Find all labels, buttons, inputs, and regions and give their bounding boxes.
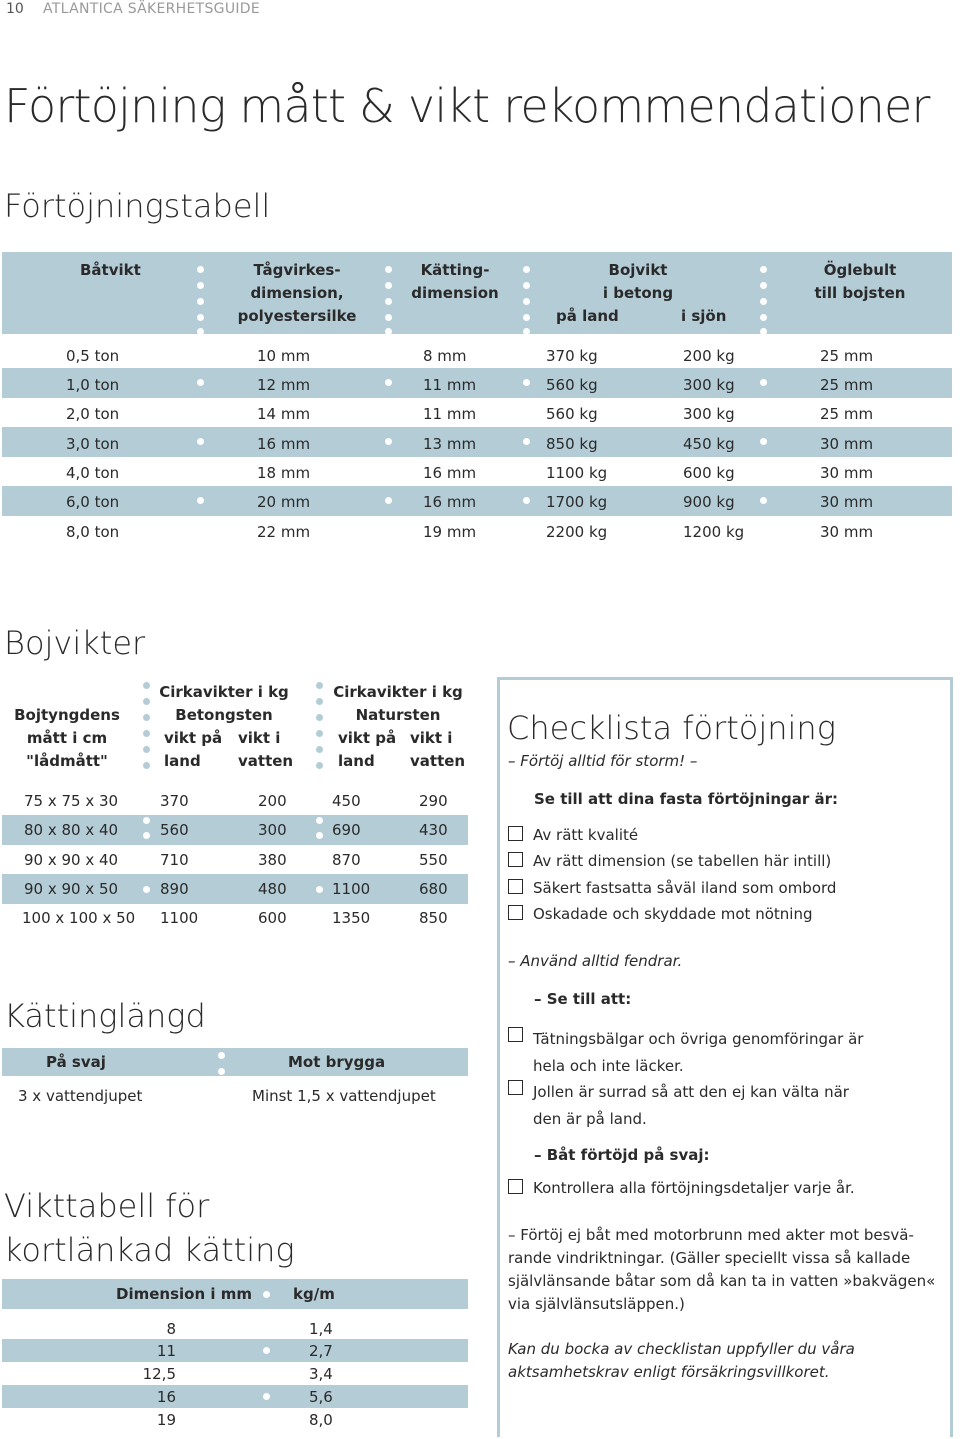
separator-dot [316,762,323,769]
table-cell: 890 [160,880,189,898]
checklist-item-label: Av rätt kvalité [533,826,639,844]
separator-dot [197,328,204,335]
separator-dot [218,1068,225,1075]
table-cell: 11 mm [423,376,477,394]
col-header-betongsten: Cirkavikter i kg Betongsten [159,683,289,724]
table-cell: 450 [332,792,361,810]
checklist-item-label: Säkert fastsatta såväl iland som ombord [533,879,837,897]
checklist-item-label: Tätningsbälgar och övriga genomföringar är hela och inte läcker. [533,1030,864,1075]
table-cell: 2,7 [309,1342,333,1360]
separator-dot [143,886,150,893]
separator-dot [523,379,530,386]
separator-dot [523,314,530,321]
table-cell: 13 mm [423,435,477,453]
table-cell: 30 mm [820,523,874,541]
separator-dot [385,497,392,504]
separator-dot [385,266,392,273]
col-header-natur-land: vikt på land [338,729,397,770]
table-cell: 16 mm [257,435,311,453]
table-cell: 430 [419,821,448,839]
separator-dot [143,682,150,689]
table-cell: 900 kg [683,493,735,511]
table-cell: 690 [332,821,361,839]
col-header-pa-land: på land [556,307,619,325]
table-cell: 22 mm [257,523,311,541]
table-cell: 90 x 90 x 50 [24,880,119,898]
separator-dot [143,730,150,737]
separator-dot [760,266,767,273]
row-band [2,1385,468,1408]
table-cell: 290 [419,792,448,810]
col-header-batvikt: Båtvikt [80,261,141,279]
checkbox[interactable] [508,1179,523,1194]
checklista-subtitle: – Förtöj alltid för storm! – [508,752,698,770]
table-cell: 1350 [332,909,371,927]
page-number: 10 [6,1,24,17]
checklista-title: Checklista förtöjning [507,709,836,747]
separator-dot [760,438,767,445]
separator-dot [385,438,392,445]
separator-dot [143,714,150,721]
separator-dot [316,746,323,753]
table-cell: 680 [419,880,448,898]
table-cell: 300 kg [683,376,735,394]
table-cell: 18 mm [257,464,311,482]
row-band [2,368,952,398]
kattinglangd-heading: Kättinglängd [4,997,206,1035]
separator-dot [760,298,767,305]
table-cell: 8,0 [309,1411,333,1429]
running-header: ATLANTICA SÄKERHETSGUIDE [43,1,261,17]
table-cell: 10 mm [257,347,311,365]
table-cell: 2200 kg [546,523,608,541]
page-title: Förtöjning mått & vikt rekommendationer [4,79,930,133]
separator-dot [523,497,530,504]
table-cell: 19 [156,1411,176,1429]
table-cell: 560 [160,821,189,839]
separator-dot [316,730,323,737]
separator-dot [143,817,150,824]
separator-dot [197,298,204,305]
table-cell: 200 kg [683,347,735,365]
checklista-heading-se-till: – Se till att: [534,990,632,1008]
separator-dot [143,832,150,839]
table-cell: 14 mm [257,405,311,423]
table-cell: 200 [258,792,287,810]
table-cell: 600 [258,909,287,927]
table-cell: 80 x 80 x 40 [24,821,119,839]
col-header-pa-svaj: På svaj [46,1053,106,1071]
separator-dot [523,328,530,335]
separator-dot [263,1347,270,1354]
table-cell: 19 mm [423,523,477,541]
table-cell: 1,4 [309,1320,333,1338]
row-band [2,486,952,516]
col-header-kg-m: kg/m [293,1285,335,1303]
fortojningstabell-heading: Förtöjningstabell [4,187,271,225]
table-cell: 30 mm [820,493,874,511]
table-cell: 20 mm [257,493,311,511]
row-band [2,427,952,457]
checklista-heading-svaj: – Båt förtöjd på svaj: [534,1146,710,1164]
table-cell: 25 mm [820,405,874,423]
separator-dot [316,832,323,839]
table-cell: 12 mm [257,376,311,394]
separator-dot [760,497,767,504]
separator-dot [316,886,323,893]
separator-dot [385,282,392,289]
separator-dot [523,266,530,273]
mot-brygga-value: Minst 1,5 x vattendjupet [252,1087,436,1105]
table-cell: 560 kg [546,405,598,423]
pa-svaj-value: 3 x vattendjupet [18,1087,143,1105]
col-header-i-sjon: i sjön [681,307,727,325]
bojvikter-heading: Bojvikter [4,624,146,662]
separator-dot [316,714,323,721]
separator-dot [760,282,767,289]
col-header-natursten: Cirkavikter i kg Natursten [333,683,463,724]
table-cell: 710 [160,851,189,869]
col-header-tagvirke: Tågvirkes- dimension, polyestersilke [237,261,357,325]
table-cell: 480 [258,880,287,898]
table-cell: 30 mm [820,435,874,453]
table-cell: 8 mm [423,347,467,365]
table-cell: 870 [332,851,361,869]
table-cell: 12,5 [142,1365,176,1383]
col-header-bojtyngd: Bojtyngdens mått i cm "lådmått" [14,706,120,770]
table-cell: 550 [419,851,448,869]
table-cell: 300 [258,821,287,839]
table-cell: 11 [156,1342,176,1360]
table-cell: 25 mm [820,376,874,394]
separator-dot [523,282,530,289]
table-cell: 90 x 90 x 40 [24,851,119,869]
table-cell: 380 [258,851,287,869]
table-cell: 8,0 ton [66,523,120,541]
checkbox[interactable] [508,1027,523,1042]
checklista-footer: Kan du bocka av checklistan uppfyller du våra aktsamhetskrav enligt försäkringsvillkoret. [508,1340,855,1381]
checklista-warning: – Förtöj ej båt med motorbrunn med akter mot besvä- rande vindriktningar. (Gäller speciellt vissa så kallade självlänsande båtar som då kan ta in vatten »bakvägen« via självlänsutsläppen.) [508,1226,936,1313]
table-cell: 16 [156,1388,176,1406]
separator-dot [316,817,323,824]
table-cell: 370 kg [546,347,598,365]
separator-dot [197,314,204,321]
separator-dot [316,682,323,689]
col-header-dimension: Dimension i mm [116,1285,252,1303]
vikttabell-heading: Vikttabell för kortlänkad kätting [4,1187,295,1269]
table-cell: 560 kg [546,376,598,394]
separator-dot [523,438,530,445]
separator-dot [218,1052,225,1059]
table-cell: 6,0 ton [66,493,120,511]
col-header-betong-vatten: vikt i vatten [238,729,294,770]
separator-dot [197,438,204,445]
table-cell: 850 kg [546,435,598,453]
table-cell: 100 x 100 x 50 [22,909,136,927]
table-cell: 75 x 75 x 30 [24,792,119,810]
table-cell: 450 kg [683,435,735,453]
table-cell: 30 mm [820,464,874,482]
col-header-oglebult: Öglebult till bojsten [814,261,906,302]
table-cell: 8 [166,1320,176,1338]
table-cell: 1100 [332,880,371,898]
separator-dot [143,762,150,769]
table-cell: 600 kg [683,464,735,482]
table-cell: 25 mm [820,347,874,365]
table-cell: 16 mm [423,464,477,482]
separator-dot [197,379,204,386]
table-cell: 1100 kg [546,464,608,482]
table-cell: 3,0 ton [66,435,120,453]
checkbox[interactable] [508,905,523,920]
checkbox[interactable] [508,852,523,867]
table-cell: 1100 [160,909,199,927]
separator-dot [143,698,150,705]
col-header-natur-vatten: vikt i vatten [410,729,466,770]
separator-dot [143,746,150,753]
separator-dot [263,1291,270,1298]
table-cell: 1700 kg [546,493,608,511]
table-cell: 5,6 [309,1388,333,1406]
separator-dot [760,328,767,335]
checkbox[interactable] [508,826,523,841]
col-header-mot-brygga: Mot brygga [288,1053,386,1071]
table-cell: 3,4 [309,1365,333,1383]
table-cell: 1,0 ton [66,376,120,394]
separator-dot [316,698,323,705]
col-header-bojvikt: Bojvikt i betong [602,261,674,302]
table-cell: 2,0 ton [66,405,120,423]
separator-dot [197,266,204,273]
table-cell: 4,0 ton [66,464,120,482]
table-cell: 1200 kg [683,523,745,541]
table-cell: 850 [419,909,448,927]
checklist-item-label: Oskadade och skyddade mot nötning [533,905,813,923]
checkbox[interactable] [508,1080,523,1095]
col-header-betong-land: vikt på land [164,729,223,770]
separator-dot [385,314,392,321]
col-header-katting: Kätting- dimension [411,261,499,302]
checkbox[interactable] [508,879,523,894]
table-cell: 370 [160,792,189,810]
separator-dot [523,298,530,305]
separator-dot [385,298,392,305]
note-fendrar: – Använd alltid fendrar. [508,952,683,970]
checklist-item-label: Kontrollera alla förtöjningsdetaljer varje år. [533,1179,855,1197]
separator-dot [760,314,767,321]
table-cell: 0,5 ton [66,347,120,365]
separator-dot [197,497,204,504]
checklista-intro: Se till att dina fasta förtöjningar är: [534,790,839,808]
table-cell: 300 kg [683,405,735,423]
checklist-item-label: Jollen är surrad så att den ej kan välta när den är på land. [533,1083,849,1128]
separator-dot [197,282,204,289]
separator-dot [385,379,392,386]
checklist-item-label: Av rätt dimension (se tabellen här intill) [533,852,832,870]
separator-dot [263,1393,270,1400]
row-band [2,1339,468,1362]
table-cell: 11 mm [423,405,477,423]
separator-dot [385,328,392,335]
table-cell: 16 mm [423,493,477,511]
separator-dot [760,379,767,386]
